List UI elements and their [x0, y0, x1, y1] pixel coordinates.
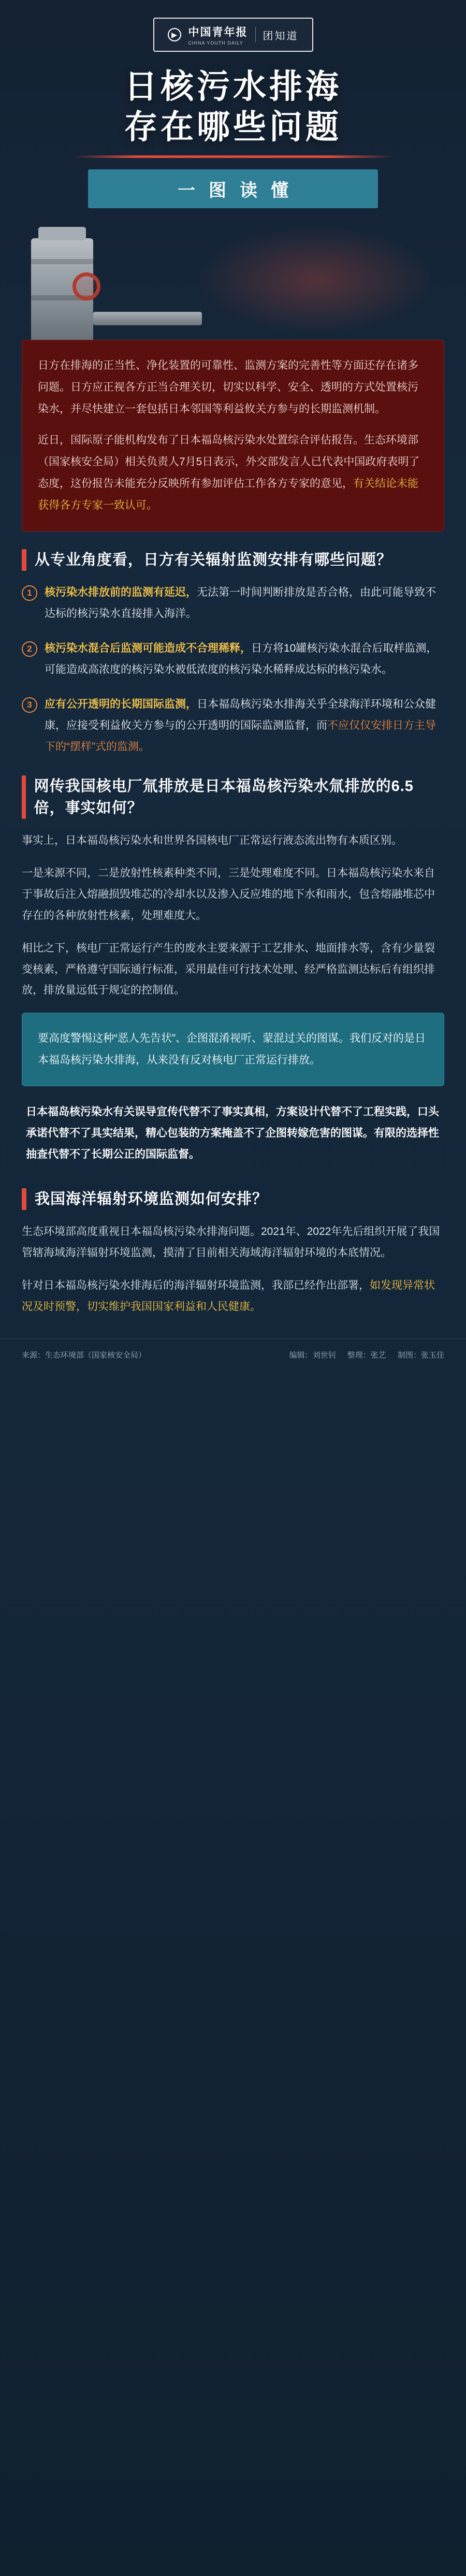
intro-card	[22, 340, 444, 531]
footer-source: 来源：生态环境部（国家核安全局）	[22, 1351, 147, 1360]
list-number-badge: 3	[22, 697, 37, 713]
logo-divider	[255, 27, 256, 42]
note-block	[22, 1100, 444, 1171]
footer	[0, 1339, 466, 1378]
section4-paragraph-2-text: 针对日本福岛核污染水排海后的海洋辐射环境监测，我部已经作出部署，	[22, 1279, 370, 1292]
callout-text: 要高度警惕这种“恶人先告状”、企图混淆视听、蒙混过关的图谋。我们反对的是日本福岛核污染水排海，从来没有反对核电厂正常运行排放。	[38, 1032, 426, 1067]
list-item-rest: 日本福岛核污染水排海关乎全球海洋环境和公众健康，应接受利益攸关方参与的公开透明的国际监测监督，而	[45, 698, 436, 731]
list-item-lead: 核污染水混合后监测可能造成不合理稀释，	[45, 642, 251, 655]
title-block	[52, 66, 414, 208]
glow-decoration	[197, 226, 435, 335]
list-number-badge: 1	[22, 585, 37, 601]
section-heading-1	[22, 549, 444, 571]
intro-paragraph-2	[38, 429, 428, 516]
brand-name-block	[188, 24, 248, 46]
list-item-rest: 日方将10罐核污染水混合后取样监测，可能造成高浓度的核污染水被低浓度的核污染水稀释成达标的核污染水。	[45, 642, 438, 676]
footer-editor: 编辑：刘世钊	[289, 1351, 336, 1360]
list-item	[22, 582, 444, 625]
subtitle-text: 一图读懂	[178, 181, 302, 201]
sub-brand-name: 团知道	[263, 30, 299, 42]
content-area	[0, 340, 466, 1318]
intro-highlight: 有关结论未能获得各方专家一致认可。	[38, 478, 418, 512]
footer-credits	[280, 1349, 444, 1360]
section4-paragraph-1: 生态环境部高度重视日本福岛核污染水排海问题。2021年、2022年先后组织开展了我国管辖海域海洋辐射环境监测，摸清了目前相关海域海洋辐射环境的本底情况。	[22, 1226, 440, 1259]
circle-play-icon: ▶	[168, 28, 181, 41]
intro-paragraph-2-text: 近日，国际原子能机构发布了日本福岛核污染水处置综合评估报告。生态环境部（国家核安全局）相关负责人7月5日表示，外交部发言人已代表中国政府表明了态度，这份报告未能充分反映所有参加评估工作各方专家的意见，	[38, 434, 420, 490]
list-item-text	[45, 638, 444, 681]
callout-card	[22, 1013, 444, 1086]
page-title-line2: 存在哪些问题	[124, 108, 342, 146]
section-title-3: 我国海洋辐射环境监测如何安排？	[35, 1191, 268, 1208]
section-accent-bar	[22, 549, 26, 571]
illustration-band	[0, 210, 466, 340]
numbered-list	[22, 582, 444, 758]
section2-paragraph-2: 一是来源不同，二是放射性核素种类不同，三是处理难度不同。日本福岛核污染水来自于事故后注入熔融损毁堆芯的冷却水以及渗入反应堆的地下水和雨水，包含熔融堆芯中存在的各种放射性核素，处理难度大。	[22, 867, 435, 922]
list-item-lead: 核污染水排放前的监测有延迟，	[45, 586, 197, 599]
section2-paragraph-1: 事实上，日本福岛核污染水和世界各国核电厂正常运行液态流出物有本质区别。	[22, 834, 402, 846]
section-heading-2	[22, 775, 444, 819]
title-underline	[72, 155, 394, 158]
list-item-rest: 无法第一时间判断排放是否合格，由此可能导致不达标的核污染水直接排入海洋。	[45, 586, 436, 620]
section-title-2: 网传我国核电厂氚排放是日本福岛核污染水氚排放的6.5倍，事实如何？	[34, 778, 414, 816]
list-item	[22, 638, 444, 681]
intro-paragraph-1: 日方在排海的正当性、净化装置的可靠性、监测方案的完善性等方面还存在诸多问题。日方应正视各方正当合理关切，切实以科学、安全、透明的方式处置核污染水，并尽快建立一套包括日本邻国等利益攸关方参与的长期监测机制。	[38, 359, 418, 415]
pipe-graphic	[93, 312, 202, 325]
list-item-text	[45, 694, 444, 758]
section4-paragraph-2	[22, 1275, 444, 1318]
valve-icon	[72, 272, 100, 300]
list-item-lead: 应有公开透明的长期国际监测，	[45, 698, 197, 710]
footer-producer: 制图：张玉佳	[397, 1351, 444, 1360]
masthead	[0, 0, 466, 57]
list-item-text	[45, 582, 444, 625]
list-number-badge: 2	[22, 641, 37, 657]
section-heading-3	[22, 1188, 444, 1210]
subtitle-bar	[88, 169, 378, 208]
note-text: 日本福岛核污染水有关误导宣传代替不了事实真相，方案设计代替不了工程实践，口头承诺代替不了具实结果，精心包装的方案掩盖不了企图转嫁危害的图谋。有限的选择性抽查代替不了长期公正的国际监督。	[26, 1106, 439, 1161]
list-item	[22, 694, 444, 758]
section-title-1: 从专业角度看，日方有关辐射监测安排有哪些问题？	[35, 552, 392, 569]
brand-name-en: CHINA YOUTH DAILY	[188, 40, 243, 46]
brand-name-cn: 中国青年报	[188, 26, 248, 38]
section4-highlight: 如发现异常状况及时预警，切实维护我国国家利益和人民健康。	[22, 1279, 435, 1313]
section2-paragraph-3: 相比之下，核电厂正常运行产生的废水主要来源于工艺排水、地面排水等，含有少量裂变核素，严格遵守国际通行标准，采用最佳可行技术处理、经严格监测达标后有组织排放，排放量远低于规定的控制值。	[22, 942, 435, 997]
brand-logo	[153, 18, 313, 52]
page-title-line1: 日核污水排海	[124, 68, 342, 105]
section-accent-bar	[22, 775, 26, 819]
list-item-highlight: 不应仅仅安排日方主导下的“摆样”式的监测。	[45, 719, 436, 753]
footer-arranger: 整理：张艺	[347, 1351, 386, 1360]
section-accent-bar	[22, 1188, 26, 1210]
